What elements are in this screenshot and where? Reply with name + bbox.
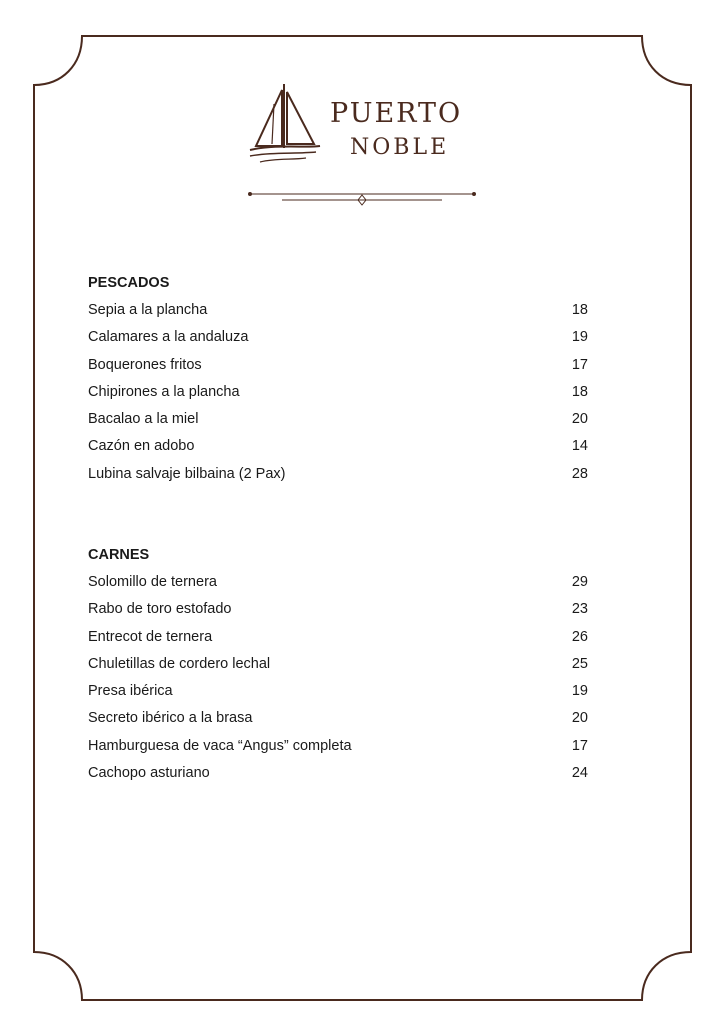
item-name: Presa ibérica	[88, 683, 173, 700]
menu-item	[88, 406, 588, 433]
menu-item	[88, 705, 588, 732]
item-name: Bacalao a la miel	[88, 411, 199, 428]
menu-item	[88, 678, 588, 705]
item-price: 25	[571, 655, 588, 672]
menu-item	[88, 760, 588, 787]
item-price: 29	[571, 574, 588, 590]
item-price: 17	[571, 356, 588, 373]
menu-item	[88, 651, 588, 678]
item-name: Calamares a la andaluza	[88, 329, 249, 346]
menu-item	[88, 324, 588, 351]
menu-item	[88, 733, 588, 760]
item-price: 23	[571, 601, 588, 618]
menu-item	[88, 297, 588, 324]
item-name: Entrecot de ternera	[88, 628, 213, 645]
item-price: 19	[571, 683, 588, 700]
menu-item	[88, 433, 588, 460]
menu-item	[88, 461, 588, 488]
item-price: 14	[571, 438, 588, 455]
item-name: Lubina salvaje bilbaina (2 Pax)	[88, 465, 286, 482]
brand-name-line1: PUERTO	[330, 98, 463, 129]
item-price: 28	[571, 465, 588, 482]
item-name: Cachopo asturiano	[88, 765, 210, 782]
item-name: Rabo de toro estofado	[88, 601, 232, 618]
item-name: Boquerones fritos	[88, 356, 202, 373]
item-price: 17	[571, 737, 588, 754]
section-carnes	[88, 542, 588, 787]
item-name: Cazón en adobo	[88, 438, 195, 455]
menu-item	[88, 379, 588, 406]
item-price: 20	[571, 710, 588, 727]
item-name: Sepia a la plancha	[88, 302, 208, 318]
item-price: 19	[571, 329, 588, 346]
brand-name-line2: NOBLE	[350, 135, 450, 160]
item-price: 20	[571, 411, 588, 428]
item-name: Chuletillas de cordero lechal	[88, 655, 271, 672]
item-price: 18	[571, 302, 588, 318]
menu-item	[88, 596, 588, 623]
menu-item	[88, 624, 588, 651]
item-price: 18	[571, 383, 588, 400]
item-name: Chipirones a la plancha	[88, 383, 240, 400]
menu-item	[88, 569, 588, 596]
item-name: Secreto ibérico a la brasa	[88, 710, 253, 727]
item-price: 26	[571, 628, 588, 645]
section-title: PESCADOS	[88, 275, 170, 291]
section-title: CARNES	[88, 547, 150, 563]
item-price: 24	[571, 765, 588, 782]
divider-ornament-icon	[248, 188, 476, 208]
item-name: Hamburguesa de vaca “Angus” completa	[88, 737, 352, 754]
menu-item	[88, 352, 588, 379]
section-pescados	[88, 270, 588, 488]
item-name: Solomillo de ternera	[88, 574, 217, 590]
